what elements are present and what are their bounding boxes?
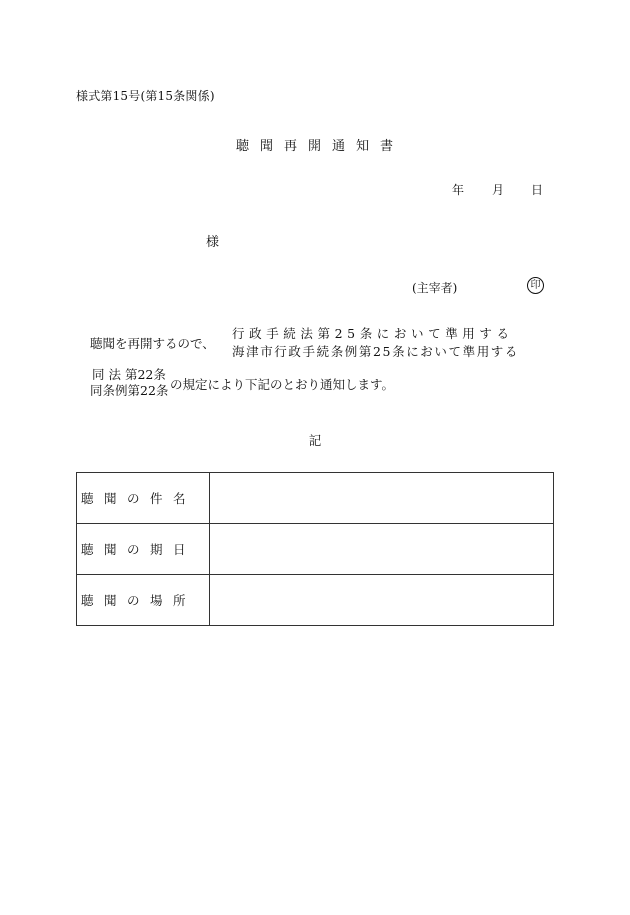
date-day-label: 日 xyxy=(531,183,544,197)
details-table xyxy=(76,472,554,626)
form-number: 様式第15号(第15条関係) xyxy=(76,89,215,103)
table-row xyxy=(77,575,554,626)
notice-heading: 記 xyxy=(308,433,322,448)
presider-label: (主宰者) xyxy=(412,281,458,295)
row-label-hearing-date: 聴聞の期日 xyxy=(77,524,210,575)
row-value-case-name xyxy=(210,473,554,524)
legal-basis-option-1: 行政手続法第25条において準用する xyxy=(232,326,514,341)
body-lead-text: 聴聞を再開するので、 xyxy=(90,336,215,351)
row-value-hearing-date xyxy=(210,524,554,575)
date-month-label: 月 xyxy=(492,183,505,197)
legal-basis-option-2: 海津市行政手続条例第25条において準用する xyxy=(232,344,520,359)
table-row xyxy=(77,524,554,575)
row-label-hearing-place: 聴聞の場所 xyxy=(77,575,210,626)
addressee-honorific: 様 xyxy=(206,235,220,250)
date-year-label: 年 xyxy=(452,183,465,197)
table-row xyxy=(77,473,554,524)
article-ref-option-1: 同 法 第22条 xyxy=(92,367,166,382)
document-title: 聴聞再開通知書 xyxy=(235,139,404,154)
row-label-case-name: 聴聞の件名 xyxy=(77,473,210,524)
article-ref-option-2: 同条例第22条 xyxy=(90,383,169,398)
seal-mark: 印 xyxy=(527,277,544,294)
row-value-hearing-place xyxy=(210,575,554,626)
body-closing-text: の規定により下記のとおり通知します。 xyxy=(170,377,395,392)
